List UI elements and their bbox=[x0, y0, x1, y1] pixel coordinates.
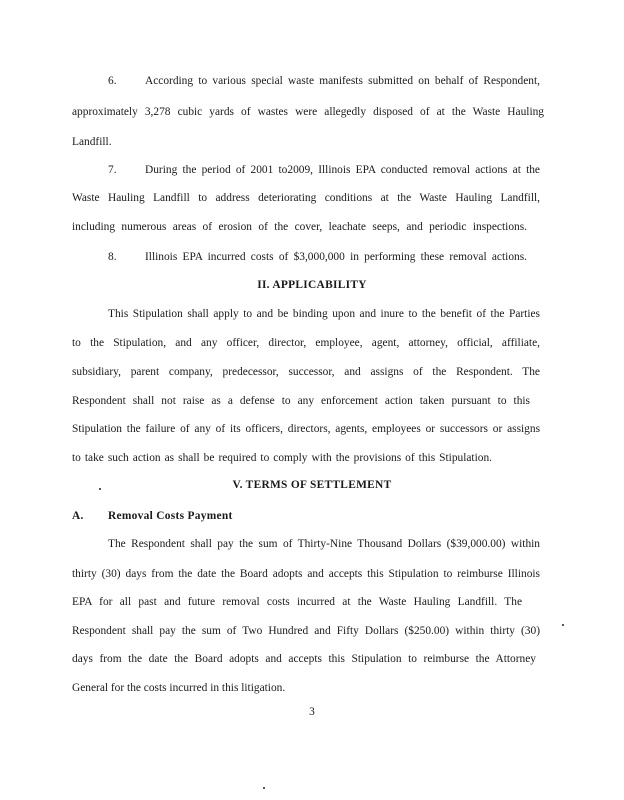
section-ii-line-4: Respondent shall not raise as a defense to any enforcement action taken pursuant to this bbox=[72, 395, 530, 407]
section-v-line-3: EPA for all past and future removal costs incurred at the Waste Hauling Landfill. The bbox=[72, 596, 522, 608]
paragraph-6-number: 6. bbox=[108, 75, 117, 87]
section-v-line-6: General for the costs incurred in this litigation. bbox=[72, 682, 286, 694]
paragraph-8-number: 8. bbox=[108, 251, 117, 263]
subsection-a-letter: A. bbox=[72, 510, 84, 522]
section-v-heading: V. TERMS OF SETTLEMENT bbox=[232, 479, 392, 491]
section-v-line-2: thirty (30) days from the date the Board adopts and accepts this Stipulation to reimburse Illinois bbox=[72, 568, 540, 580]
paragraph-7-line-2: Waste Hauling Landfill to address deteriorating conditions at the Waste Hauling Landfill, bbox=[72, 192, 540, 204]
paragraph-7-line-1: During the period of 2001 to2009, Illinois EPA conducted removal actions at the bbox=[145, 164, 540, 176]
paragraph-8-line-1: Illinois EPA incurred costs of $3,000,000 in performing these removal actions. bbox=[145, 251, 527, 263]
paragraph-6-line-1: According to various special waste manifests submitted on behalf of Respondent, bbox=[145, 75, 540, 87]
paragraph-6-line-3: Landfill. bbox=[72, 136, 112, 148]
section-v-line-4: Respondent shall pay the sum of Two Hundred and Fifty Dollars ($250.00) within thirty (30) bbox=[72, 625, 540, 637]
section-ii-line-5: Stipulation the failure of any of its officers, directors, agents, employees or successors or assigns bbox=[72, 423, 540, 435]
page-number: 3 bbox=[309, 706, 315, 718]
section-ii-line-6: to take such action as shall be required to comply with the provisions of this Stipulation. bbox=[72, 452, 492, 464]
section-ii-heading: II. APPLICABILITY bbox=[257, 279, 367, 291]
subsection-a-title: Removal Costs Payment bbox=[108, 510, 233, 522]
paragraph-6-line-2: approximately 3,278 cubic yards of wastes were allegedly disposed of at the Waste Hauling bbox=[72, 106, 544, 118]
scan-speck bbox=[562, 624, 564, 626]
section-ii-line-1: This Stipulation shall apply to and be binding upon and inure to the benefit of the Parties bbox=[108, 308, 540, 320]
section-ii-line-2: to the Stipulation, and any officer, director, employee, agent, attorney, official, affiliate, bbox=[72, 337, 540, 349]
section-ii-line-3: subsidiary, parent company, predecessor, successor, and assigns of the Respondent. The bbox=[72, 366, 540, 378]
scan-speck bbox=[99, 488, 101, 490]
section-v-line-1: The Respondent shall pay the sum of Thirty-Nine Thousand Dollars ($39,000.00) within bbox=[108, 538, 540, 550]
paragraph-7-number: 7. bbox=[108, 164, 117, 176]
paragraph-7-line-3: including numerous areas of erosion of the cover, leachate seeps, and periodic inspections. bbox=[72, 221, 527, 233]
scan-speck bbox=[263, 787, 265, 789]
section-v-line-5: days from the date the Board adopts and accepts this Stipulation to reimburse the Attorney bbox=[72, 653, 536, 665]
